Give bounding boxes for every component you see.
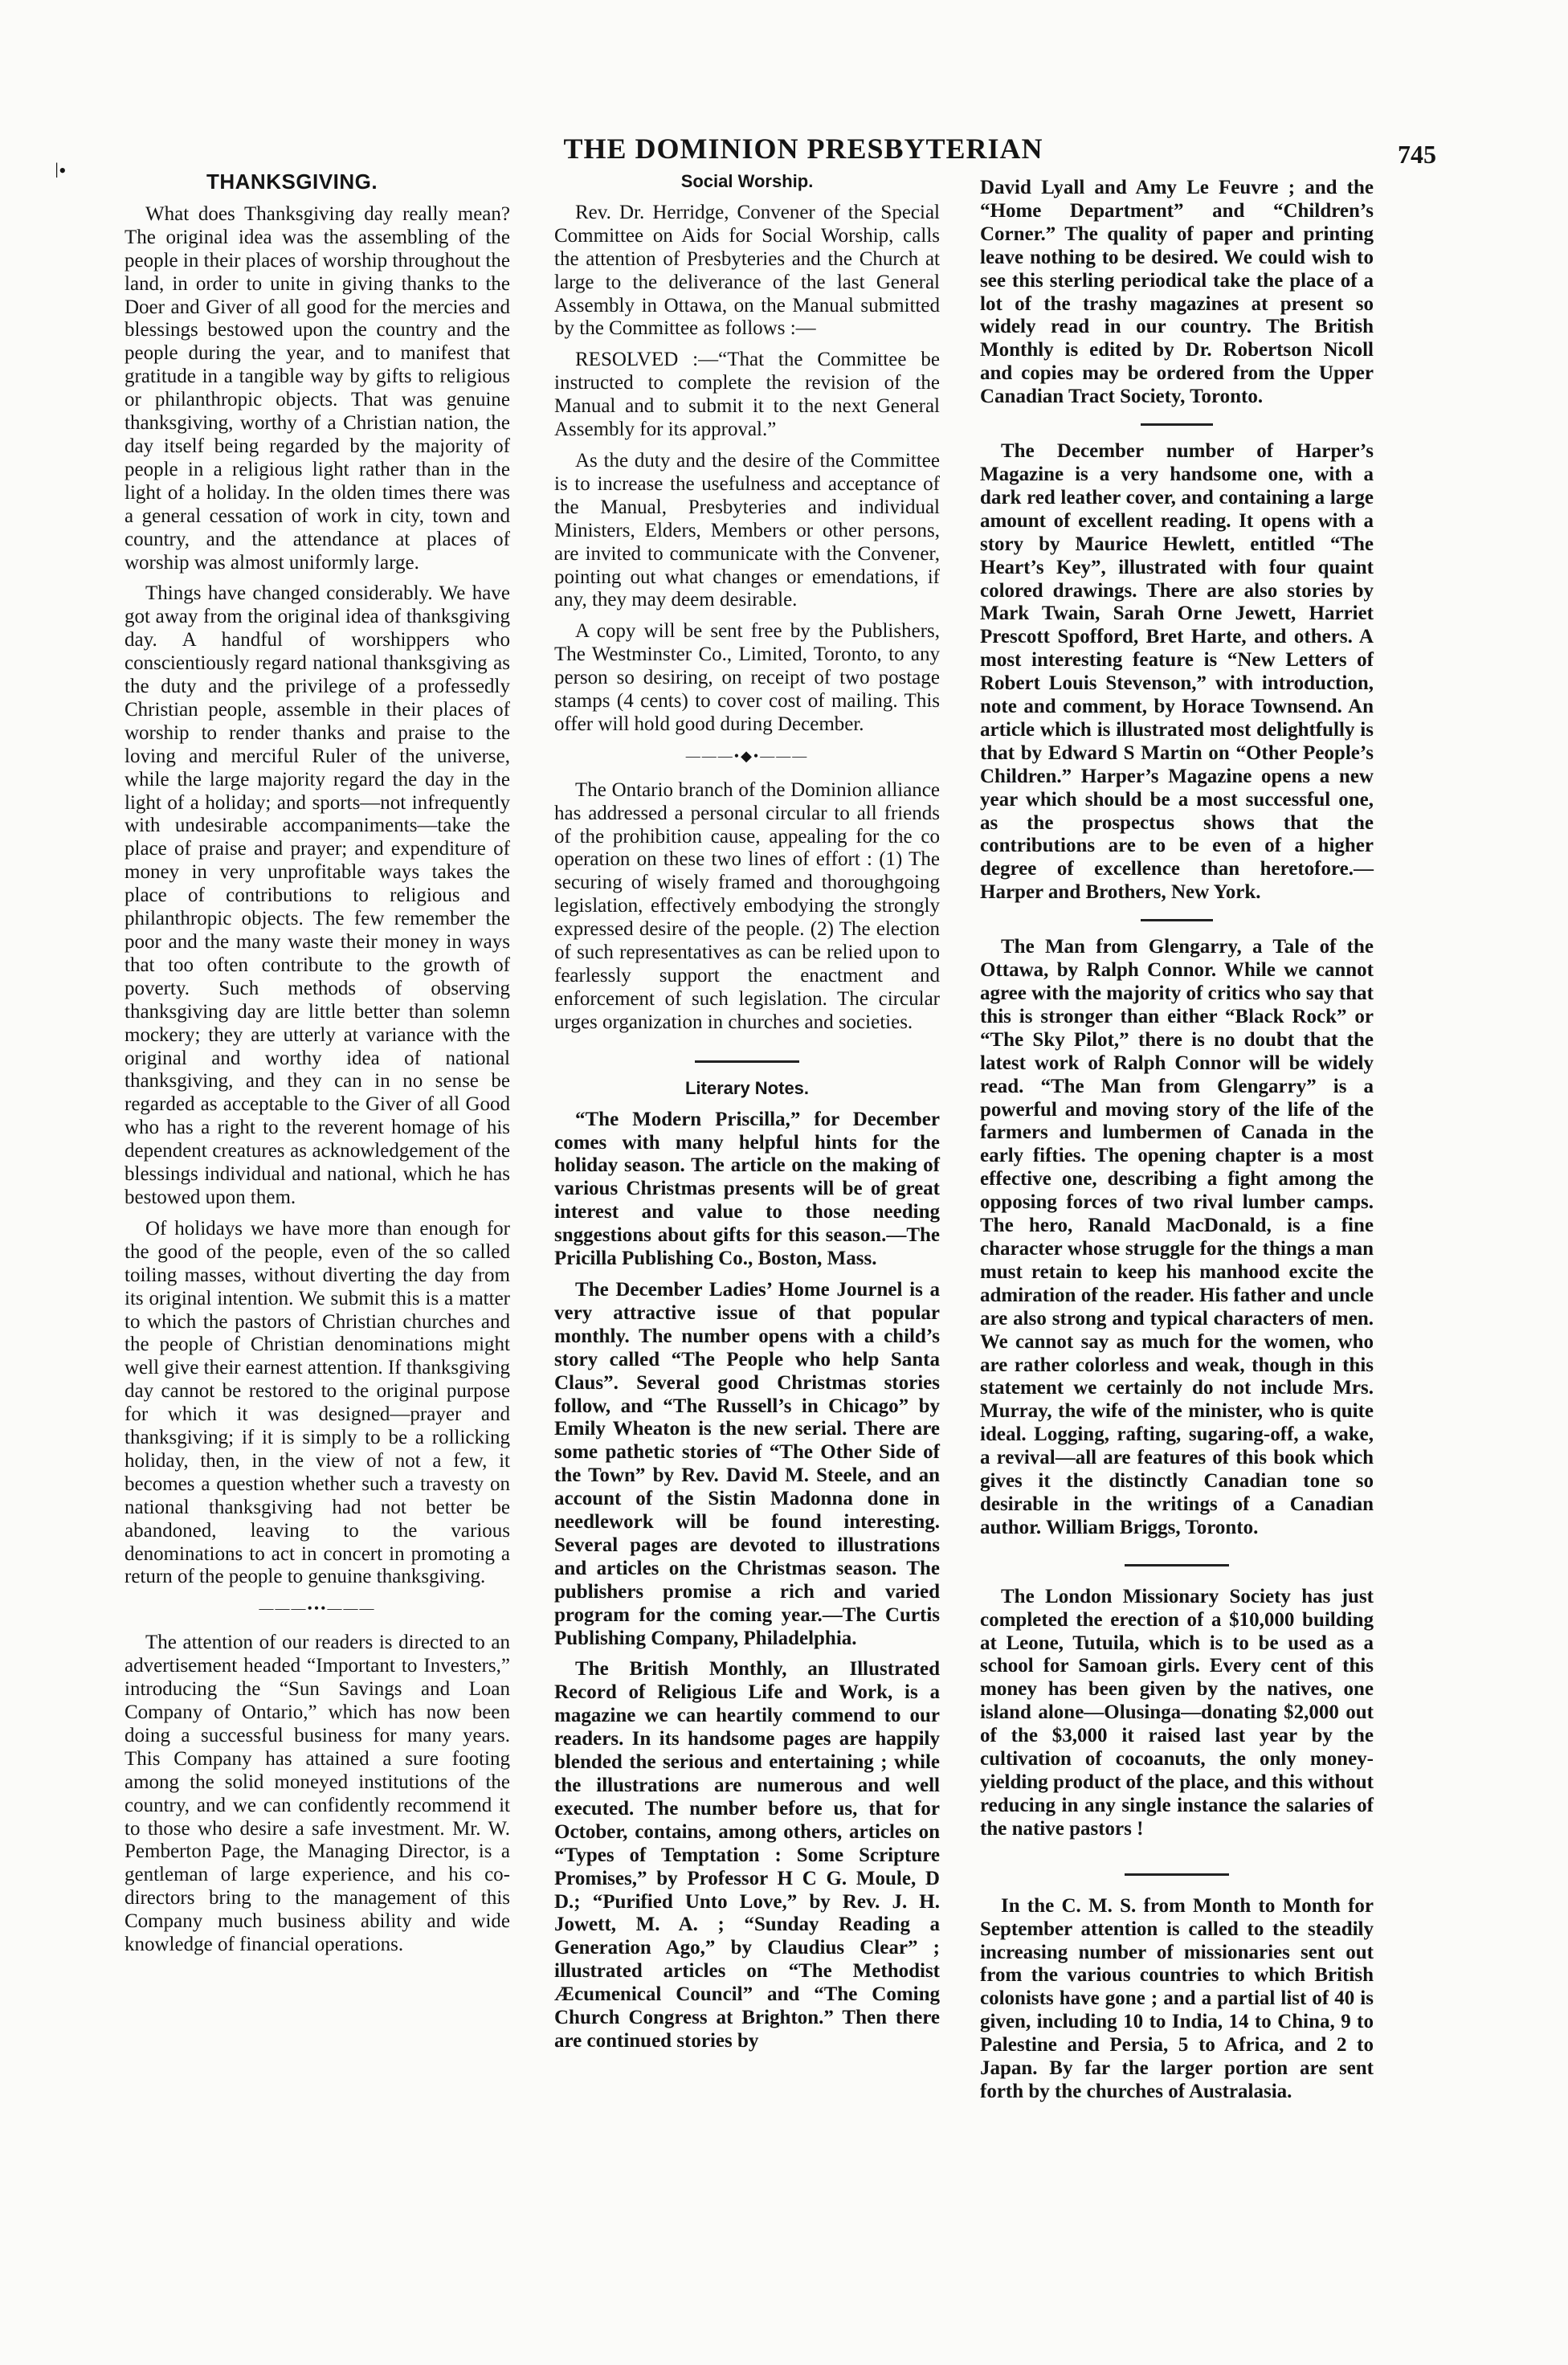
literary-note-priscilla: “The Modern Priscilla,” for December comes with many helpful hints for the holiday season. The article on the making of various Christmas presents will be of great interest and value to those needing snggestions about gifts for this season.—The Pricilla Publishing Co., Boston, Mass. <box>554 1108 940 1270</box>
column-middle <box>554 170 940 2061</box>
column-right <box>980 177 1374 2112</box>
divider: ———•••——— <box>259 1600 376 1617</box>
literary-notes-title: Literary Notes. <box>684 1077 810 1098</box>
harpers-magazine-paragraph: The December number of Harper’s Magazine is a very handsome one, with a dark red leather cover, and containing a large amount of excellent reading. It opens with a story by Maurice Hewlett, entitled “The Heart’s Key”, illustrated with four quaint colored drawings. There are also stories by Mark Twain, Sarah Orne Jewett, Harriet Prescott Spofford, Bret Harte, and others. A most interesting feature is “New Letters of Robert Louis Stevenson,” with introduction, note and comment, by Horace Townsend. An article which is illustrated most delightfully is that by Edward S Martin on “Other People’s Children.” Harper’s Magazine opens a new year which should be a most successful one, as the prospectus shows that the contributions are to be even of a higher degree of excellence than heretofore.—Harper and Brothers, New York. <box>980 440 1374 904</box>
divider <box>1141 423 1213 426</box>
thanksgiving-paragraph-3: Of holidays we have more than enough for the good of the people, even of the so called toiling masses, without diverting the day from its original intention. We submit this is a matter to which the pastors of Christian churches and the people of Christian denominations might well give their earnest attention. If thanksgiving day cannot be restored to the original purpose for which it was designed—prayer and thanksgiving; if it is simply to be a rollicking holiday, then, in the view of not a few, it becomes a question whether such a travesty on national thanksgiving had not better be abandoned, leaving to the various denominations to act in concert in promoting a return of the people to genuine thanksgiving. <box>125 1217 510 1588</box>
social-worship-resolved: RESOLVED :—“That the Committee be instructed to complete the revision of the Manual and to submit it to the next General Assembly for its approval.” <box>554 349 940 441</box>
divider <box>1125 1564 1229 1566</box>
social-worship-paragraph-4: A copy will be sent free by the Publishers, The Westminster Co., Limited, Toronto, to any person so desiring, on receipt of two postage stamps (4 cents) to cover cost of mailing. This offer will hold good during December. <box>554 620 940 735</box>
margin-mark: ǀ• <box>55 159 67 182</box>
thanksgiving-paragraph-1: What does Thanksgiving day really mean? The original idea was the assembling of the people in their places of worship throughout the land, in order to unite in giving thanks to the Doer and Giver of all good for the mercies and blessings bestowed upon the country and the people during the year, and to manifest that gratitude in a tangible way by gifts to religious or philanthropic objects. That was genuine thanksgiving, worthy of a Christian nation, the day itself being regarded by the majority of people in a religious light rather than in the light of a holiday. In the olden times there was a general cessation of work in city, town and country, and the attendance at places of worship was almost uniformly large. <box>125 202 510 574</box>
british-monthly-continued: David Lyall and Amy Le Feuvre ; and the “Home Department” and “Children’s Corner.” The quality of paper and printing leave nothing to be desired. We could wish to see this sterling periodical take the place of a lot of the trashy magazines at present so widely read in our country. The British Monthly is edited by Dr. Robertson Nicoll and copies may be ordered from the Upper Canadian Tract Society, Toronto. <box>980 177 1374 408</box>
divider <box>1141 919 1213 921</box>
divider: ———•◆•——— <box>685 747 809 764</box>
column-left <box>125 170 510 1965</box>
divider <box>1125 1873 1229 1876</box>
literary-note-british-monthly: The British Monthly, an Illustrated Record of Religious Life and Work, is a magazine we can heartily commend to our readers. In its handsome pages are happily blended the serious and entertaining ; while the illustrations are numerous and well executed. The number before us, that for October, contains, among others, articles on “Types of Temptation : Some Scripture Promises,” by Professor H C G. Moule, D D.; “Purified Unto Love,” by Rev. J. H. Jowett, M. A. ; “Sunday Reading a Generation Ago,” by Claudius Clear” ; illustrated articles on “The Methodist Æcumenical Council” and “The Coming Church Congress at Brighton.” Then there are continued stories by <box>554 1658 940 2052</box>
thanksgiving-title: THANKSGIVING. <box>206 170 378 194</box>
thanksgiving-paragraph-2: Things have changed considerably. We have got away from the original idea of thanksgiving day. A handful of worshippers who conscientiously regard national thanksgiving as the duty and the privilege of a professedly Christian people, assemble in their places of worship to render thanks and praise to the loving and merciful Ruler of the universe, while the large majority regard the day in the light of a holiday; and sports—not infrequently with undesirable accompaniments—take the place of praise and prayer; and expenditure of money in very unprofitable ways takes the place of contributions to religious and philanthropic objects. The few remember the poor and the many waste their money in ways that too often contribute to the growth of poverty. Such methods of observing thanksgiving day are little better than solemn mockery; they are utterly at variance with the original and worthy idea of national thanksgiving, and they can in no sense be regarded as acceptable to the Giver of all Good who has a right to the reverent homage of his dependent creatures as acknowledgement of the blessings individual and national, which he has bestowed upon them. <box>125 582 510 1208</box>
divider <box>695 1060 799 1063</box>
man-from-glengarry-paragraph: The Man from Glengarry, a Tale of the Ottawa, by Ralph Connor. While we cannot agree with the majority of critics who say that this is stronger than either “Black Rock” or “The Sky Pilot,” there is no doubt that the latest work of Ralph Connor will be widely read. “The Man from Glengarry” is a powerful and moving story of the life of the farmers and lumbermen of Canada in the early fifties. The opening chapter is a most effective one, describing a fight among the opposing forces of two rival lumber camps. The hero, Ranald MacDonald, is a fine character whose struggle for the things a man must retain to keep his manhood excite the admiration of the reader. His father and uncle are also strong and typical characters of men. We cannot say as much for the women, who are rather colorless and weak, though in this statement we certainly do not include Mrs. Murray, the wife of the minister, who is quite ideal. Logging, rafting, sugaring-off, a wake, a revival—all are features of this book which gives it the distinctly Canadian tone so desirable in the writings of a Canadian author. William Briggs, Toronto. <box>980 936 1374 1538</box>
alliance-paragraph: The Ontario branch of the Dominion alliance has addressed a personal circular to all friends of the prohibition cause, appealing for the co operation on these two lines of effort : (1) The securing of wisely framed and thoroughgoing legislation, effectively embodying the strongly expressed desire of the people. (2) The election of such representatives as can be relied upon to fearlessly support the enactment and enforcement of such legislation. The circular urges organization in churches and societies. <box>554 778 940 1033</box>
investors-notice-paragraph: The attention of our readers is directed to an advertisement headed “Important to Investers,” introducing the “Sun Savings and Loan Company of Ontario,” which has now been doing a successful business for many years. This Company has attained a sure footing among the solid moneyed institutions of the country, and we can confidently recommend it to those who desire a safe investment. Mr. W. Pemberton Page, the Managing Director, is a gentleman of large experience, and his co-directors bring to the management of this Company much business ability and wide knowledge of financial operations. <box>125 1632 510 1956</box>
literary-notes-section <box>554 1077 940 2053</box>
london-missionary-paragraph: The London Missionary Society has just completed the erection of a $10,000 building at Leone, Tutuila, which is to be used as a school for Samoan girls. Every cent of this money has been given by the natives, one island alone—Olusinga—donating $2,000 out of the $3,000 it raised last year by the cultivation of cocoanuts, the only money-yielding product of the place, and this without reducing in any single instance the salaries of the native pastors ! <box>980 1585 1374 1840</box>
page-title: THE DOMINION PRESBYTERIAN <box>563 133 1043 165</box>
cms-paragraph: In the C. M. S. from Month to Month for September attention is called to the steadily increasing number of missionaries sent out from the various countries to which British colonists have gone ; and a partial list of 40 is given, including 10 to India, 14 to China, 9 to Palestine and Persia, 5 to Africa, and 2 to Japan. By far the larger portion are sent forth by the churches of Australasia. <box>980 1894 1374 2102</box>
social-worship-paragraph-1: Rev. Dr. Herridge, Convener of the Special Committee on Aids for Social Worship, calls the attention of Presbyteries and the Church at large to the deliverance of the last General Assembly in Ottawa, on the Manual submitted by the Committee as follows :— <box>554 201 940 340</box>
literary-note-ladies-home-journal: The December Ladies’ Home Journel is a very attractive issue of that popular monthly. The number opens with a child’s story called “The People who help Santa Claus”. Several good Christmas stories follow, and “The Russell’s in Chicago” by Emily Wheaton is the new serial. There are some pathetic stories of “The Other Side of the Town” by Rev. David M. Steele, and an account of the Sistin Madonna done in needlework will be found interesting. Several pages are devoted to illustrations and articles on the Christmas season. The publishers promise a rich and varied program for the coming year.—The Curtis Publishing Company, Philadelphia. <box>554 1278 940 1649</box>
social-worship-paragraph-3: As the duty and the desire of the Committee is to increase the usefulness and acceptance of the Manual, Presbyteries and individual Ministers, Elders, Members or other persons, are invited to communicate with the Convener, pointing out what changes or emendations, if any, they may deem desirable. <box>554 449 940 611</box>
page-number: 745 <box>1398 140 1436 169</box>
social-worship-title: Social Worship. <box>680 171 814 191</box>
